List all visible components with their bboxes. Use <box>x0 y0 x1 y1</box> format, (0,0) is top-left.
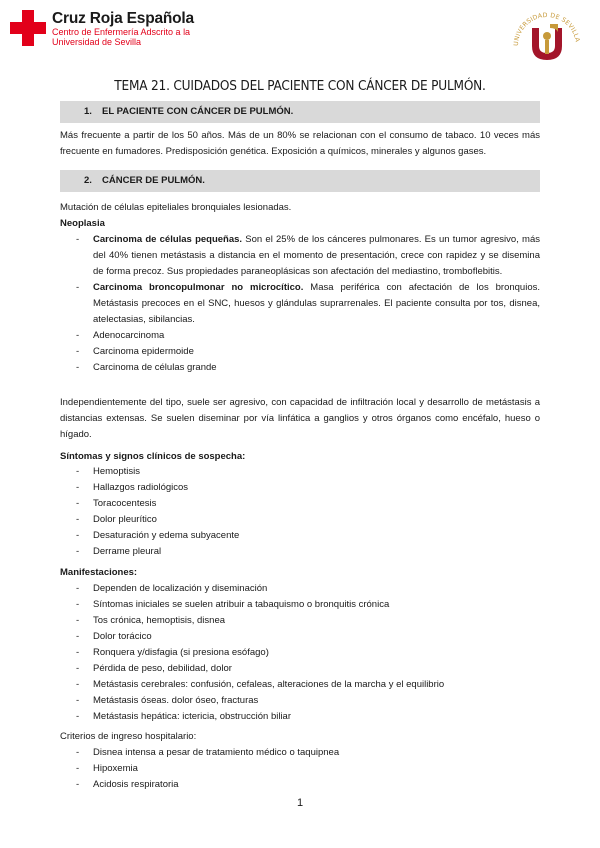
list-item: - Dolor torácico <box>60 629 540 645</box>
section-2-intro: Mutación de células epiteliales bronquiales lesionadas. <box>60 202 292 213</box>
list-item: - Dependen de localización y diseminación <box>60 581 540 597</box>
list-item: - Toracocentesis <box>60 496 540 512</box>
list-item: - Adenocarcinoma <box>60 328 540 344</box>
neoplasia-list <box>60 232 540 376</box>
page-title: TEMA 21. CUIDADOS DEL PACIENTE CON CÁNCER DE PULMÓN. <box>114 78 486 94</box>
list-item: - Carcinoma de células pequeñas. Son el 25% de los cánceres pulmonares. Es un tumor agresivo, más del 40% tienen metástasis a distancia en el momento de presentación, crece con rapidez y se disemina de forma precoz. Sus propiedades paraneoplásicas son afectación del mediastino, tromboflebitis. <box>60 232 540 280</box>
manifestaciones-list <box>60 581 540 725</box>
list-item: - Carcinoma epidermoide <box>60 344 540 360</box>
list-item: - Metástasis hepática: ictericia, obstrucción biliar <box>60 709 540 725</box>
seal-text: UNIVERSIDAD DE SEVILLA <box>512 11 581 47</box>
list-item: - Tos crónica, hemoptisis, disnea <box>60 613 540 629</box>
list-item: - Pérdida de peso, debilidad, dolor <box>60 661 540 677</box>
sintomas-label: Síntomas y signos clínicos de sospecha: <box>60 451 246 462</box>
sintomas-list <box>60 464 540 560</box>
list-item: - Carcinoma broncopulmonar no microcítico. Masa periférica con afectación de los bronquios. Metástasis precoces en el SNC, huesos y glándulas suprarrenales. El paciente consulta por tos, disnea, atelectasias, sibilancias. <box>60 280 540 328</box>
list-item: - Síntomas iniciales se suelen atribuir a tabaquismo o bronquitis crónica <box>60 597 540 613</box>
list-item: - Desaturación y edema subyacente <box>60 528 540 544</box>
org-subtitle-1: Centro de Enfermería Adscrito a la <box>52 27 191 37</box>
criterios-list <box>60 745 540 793</box>
section-2-paragraph-2: Independientemente del tipo, suele ser agresivo, con capacidad de infiltración local y desarrollo de metástasis a distancias extensas. Se suelen diseminar por vía linfática a ganglios y otros órganos como encéfalo, hueso o hígado. <box>60 397 540 440</box>
list-item: - Hemoptisis <box>60 464 540 480</box>
list-item: - Hallazgos radiológicos <box>60 480 540 496</box>
list-item: - Hipoxemia <box>60 761 540 777</box>
neoplasia-label: Neoplasia <box>60 218 105 229</box>
section-1-title: EL PACIENTE CON CÁNCER DE PULMÓN. <box>102 106 294 117</box>
red-cross-icon <box>10 10 46 46</box>
universidad-sevilla-seal-icon <box>510 6 584 70</box>
org-name: Cruz Roja Española <box>52 10 194 27</box>
section-2-number: 2. <box>84 175 92 186</box>
manifestaciones-label: Manifestaciones: <box>60 567 138 578</box>
section-1-number: 1. <box>84 106 92 117</box>
org-subtitle-2: Universidad de Sevilla <box>52 37 142 47</box>
criterios-label: Criterios de ingreso hospitalario: <box>60 731 197 742</box>
cruz-roja-logo <box>10 10 194 47</box>
page-number: 1 <box>296 797 304 809</box>
section-1-heading <box>60 101 540 123</box>
section-2-title: CÁNCER DE PULMÓN. <box>102 175 205 186</box>
section-2-heading <box>60 170 540 192</box>
list-item: - Disnea intensa a pesar de tratamiento médico o taquipnea <box>60 745 540 761</box>
list-item: - Metástasis óseas. dolor óseo, fracturas <box>60 693 540 709</box>
list-item: - Carcinoma de células grande <box>60 360 540 376</box>
list-item: - Derrame pleural <box>60 544 540 560</box>
list-item: - Ronquera y/disfagia (si presiona esófago) <box>60 645 540 661</box>
list-item: - Acidosis respiratoria <box>60 777 540 793</box>
list-item: - Metástasis cerebrales: confusión, cefaleas, alteraciones de la marcha y el equilibrio <box>60 677 540 693</box>
section-1-paragraph: Más frecuente a partir de los 50 años. Más de un 80% se relacionan con el consumo de tabaco. 10 veces más frecuente en fumadores. Predisposición genética. Exposición a químicos, minerales y algunos gases. <box>60 130 540 157</box>
list-item: - Dolor pleurítico <box>60 512 540 528</box>
